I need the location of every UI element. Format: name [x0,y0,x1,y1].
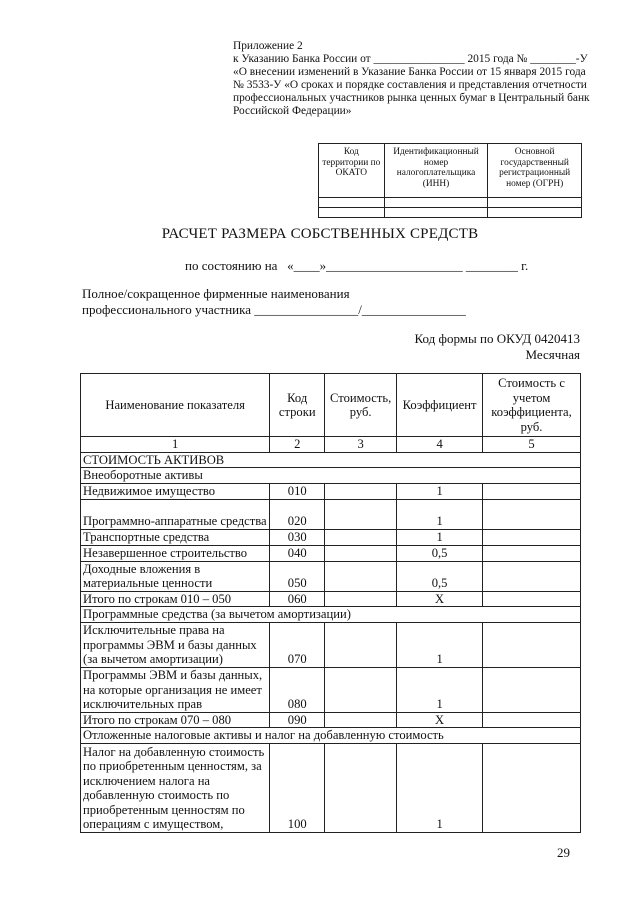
coefficient: 1 [397,667,483,712]
column-header: Коэффициент [397,374,483,437]
as-of-date-field[interactable]: «____»_____________________ ________ г. [287,258,529,273]
coefficient: 1 [397,622,483,667]
column-header: Стоимость, руб. [325,374,397,437]
coefficient: 0,5 [397,545,483,561]
section-title: Отложенные налоговые активы и налог на добавленную стоимость [81,728,581,744]
adjusted-value-cell[interactable] [483,483,581,499]
value-cell[interactable] [325,561,397,591]
row-code: 060 [270,591,325,607]
inn-value-cell[interactable] [384,198,488,208]
inn-header: Идентификационный номер налогоплательщика (ИНН) [384,144,488,198]
appendix-line: «О внесении изменений в Указание Банка России от 15 января 2015 года [233,66,586,78]
adjusted-value-cell[interactable] [483,499,581,529]
adjusted-value-cell[interactable] [483,529,581,545]
value-cell[interactable] [325,622,397,667]
row-code: 070 [270,622,325,667]
value-cell[interactable] [325,499,397,529]
column-number: 4 [397,437,483,453]
document-title: РАСЧЕТ РАЗМЕРА СОБСТВЕННЫХ СРЕДСТВ [161,226,479,242]
row-code: 100 [270,743,325,832]
indicator-name: Незавершенное строительство [81,545,270,561]
table-row [81,591,581,607]
row-code: 020 [270,499,325,529]
row-code: 040 [270,545,325,561]
adjusted-value-cell[interactable] [483,667,581,712]
page-number: 29 [557,845,570,860]
value-cell[interactable] [325,667,397,712]
appendix-line: Российской Федерации» [233,105,352,117]
ogrn-value-cell[interactable] [488,208,582,218]
column-number: 1 [81,437,270,453]
column-header: Код строки [270,374,325,437]
firm-name-block [82,286,466,318]
adjusted-value-cell[interactable] [483,622,581,667]
value-cell[interactable] [325,591,397,607]
table-row [81,743,581,832]
value-cell[interactable] [325,712,397,728]
table-row [81,712,581,728]
as-of-line [185,258,528,274]
adjusted-value-cell[interactable] [483,743,581,832]
row-code: 050 [270,561,325,591]
section-row [81,468,581,484]
row-code: 010 [270,483,325,499]
table-row [81,561,581,591]
indicator-name: Программы ЭВМ и базы данных, на которые организация не имеет исключительных прав [81,667,270,712]
appendix-line: Приложение 2 [233,40,303,52]
table-row [81,622,581,667]
indicator-name: Недвижимое имущество [81,483,270,499]
value-cell[interactable] [325,743,397,832]
coefficient: 0,5 [397,561,483,591]
table-row [81,483,581,499]
appendix-line: профессиональных участников рынка ценных бумаг в Центральный банк [233,92,590,104]
row-code: 090 [270,712,325,728]
ogrn-header: Основной государственный регистрационный номер (ОГРН) [488,144,582,198]
ogrn-value-cell[interactable] [488,198,582,208]
indicator-name: Доходные вложения в материальные ценности [81,561,270,591]
coefficient: 1 [397,529,483,545]
table-row [81,667,581,712]
appendix-header [233,40,593,118]
value-cell[interactable] [325,529,397,545]
table-row [81,545,581,561]
column-header: Наименование показателя [81,374,270,437]
coefficient: Х [397,591,483,607]
report-frequency: Месячная [525,347,580,362]
indicator-name: Программно-аппаратные средства [81,499,270,529]
appendix-line: к Указанию Банка России от ________________ 2015 года № ________-У [233,53,588,65]
as-of-label: по состоянию на [185,258,278,273]
okud-block [415,331,580,363]
value-cell[interactable] [325,545,397,561]
section-row [81,452,581,468]
firm-name-line: Полное/сокращенное фирменные наименования [82,286,350,301]
coefficient: Х [397,712,483,728]
adjusted-value-cell[interactable] [483,591,581,607]
section-row [81,607,581,623]
okato-header: Код территории по ОКАТО [319,144,385,198]
row-code: 030 [270,529,325,545]
value-cell[interactable] [325,483,397,499]
section-title: Внеоборотные активы [81,468,581,484]
okato-value-cell[interactable] [319,208,385,218]
column-header: Стоимость с учетом коэффициента, руб. [483,374,581,437]
indicator-name: Налог на добавленную стоимость по приобретенным ценностям, за исключением налога на добавленную стоимость по приобретенным ценностям по операциям с имуществом, [81,743,270,832]
table-row [81,529,581,545]
okato-value-cell[interactable] [319,198,385,208]
appendix-line: № 3533-У «О сроках и порядке составления и представления отчетности [233,79,587,91]
column-number: 5 [483,437,581,453]
coefficient: 1 [397,483,483,499]
adjusted-value-cell[interactable] [483,561,581,591]
codes-table [318,143,582,218]
section-title: СТОИМОСТЬ АКТИВОВ [81,452,581,468]
table-header-row [81,374,581,437]
main-table [80,373,581,833]
column-number-row [81,437,581,453]
indicator-name: Исключительные права на программы ЭВМ и базы данных (за вычетом амортизации) [81,622,270,667]
column-number: 2 [270,437,325,453]
firm-name-field[interactable]: профессионального участника ________________/________________ [82,302,466,317]
indicator-name: Транспортные средства [81,529,270,545]
indicator-name: Итого по строкам 010 – 050 [81,591,270,607]
indicator-name: Итого по строкам 070 – 080 [81,712,270,728]
table-row [81,499,581,529]
row-code: 080 [270,667,325,712]
adjusted-value-cell[interactable] [483,545,581,561]
column-number: 3 [325,437,397,453]
okud-code: Код формы по ОКУД 0420413 [414,331,580,346]
inn-value-cell[interactable] [384,208,488,218]
adjusted-value-cell[interactable] [483,712,581,728]
coefficient: 1 [397,499,483,529]
coefficient: 1 [397,743,483,832]
section-row [81,728,581,744]
section-title: Программные средства (за вычетом амортизации) [81,607,581,623]
